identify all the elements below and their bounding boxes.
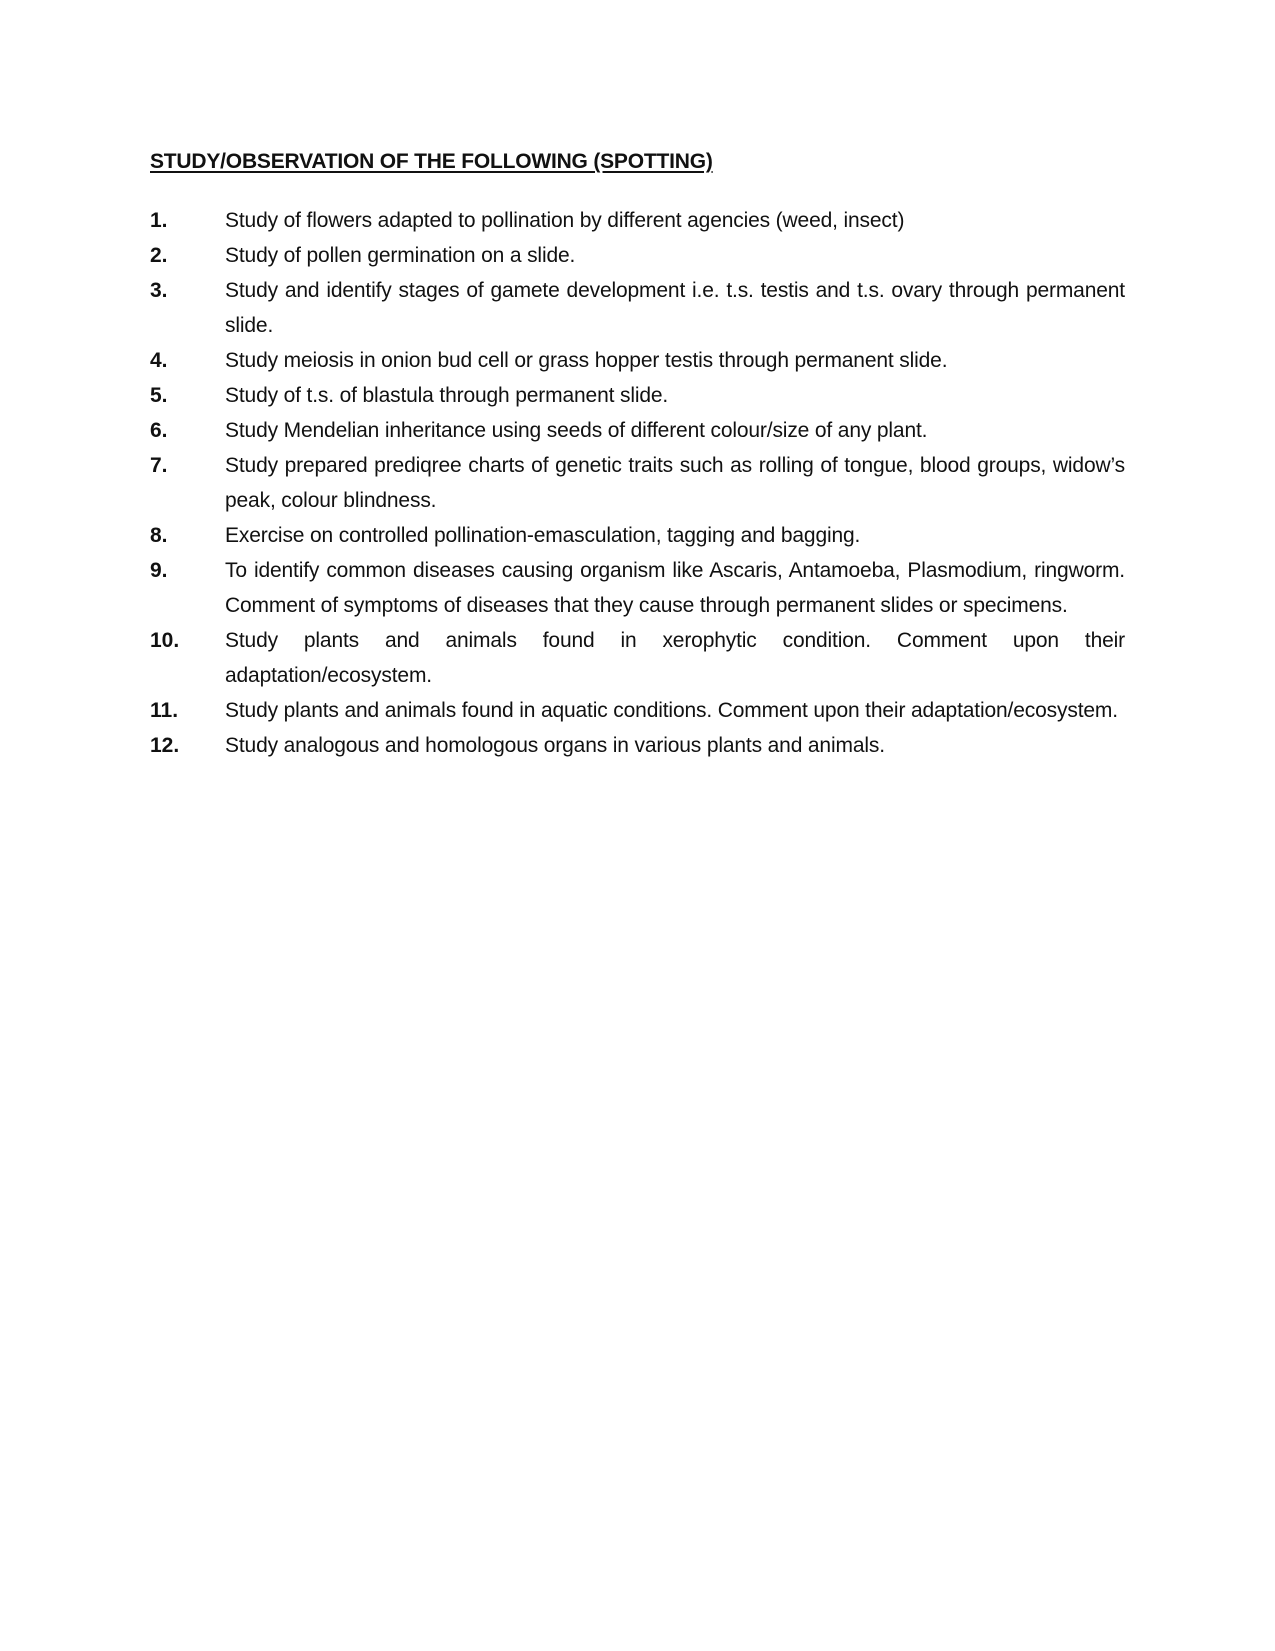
item-number: 4. — [150, 349, 168, 372]
item-text: Study plants and animals found in aquatic conditions. Comment upon their adaptation/ecosystem. — [225, 699, 1118, 722]
item-text: Study of t.s. of blastula through permanent slide. — [225, 384, 669, 407]
list-item — [150, 413, 1125, 448]
list-item — [150, 448, 1125, 518]
item-text: Study prepared prediqree charts of genetic traits such as rolling of tongue, blood groups, widow’s peak, colour blindness. — [225, 454, 1125, 512]
item-number: 3. — [150, 279, 168, 302]
list-item — [150, 343, 1125, 378]
list-item — [150, 238, 1125, 273]
item-text: Study meiosis in onion bud cell or grass hopper testis through permanent slide. — [225, 349, 948, 372]
item-text: Study and identify stages of gamete development i.e. t.s. testis and t.s. ovary through permanent slide. — [225, 279, 1125, 337]
item-text: Study plants and animals found in xerophytic condition. Comment upon their adaptation/ecosystem. — [225, 629, 1125, 687]
item-text: Exercise on controlled pollination-emasculation, tagging and bagging. — [225, 524, 861, 547]
list-item — [150, 693, 1125, 728]
item-number: 11. — [150, 699, 179, 722]
item-number: 2. — [150, 244, 168, 267]
item-number: 5. — [150, 384, 168, 407]
item-text: To identify common diseases causing organism like Ascaris, Antamoeba, Plasmodium, ringworm. Comment of symptoms of diseases that they cause through permanent slides or specimens. — [225, 559, 1125, 617]
list-item — [150, 203, 1125, 238]
item-number: 12. — [150, 734, 180, 757]
item-text: Study of pollen germination on a slide. — [225, 244, 576, 267]
item-number: 9. — [150, 559, 168, 582]
list-item — [150, 273, 1125, 343]
list-item — [150, 553, 1125, 623]
list-item — [150, 728, 1125, 763]
list-item — [150, 518, 1125, 553]
item-number: 8. — [150, 524, 168, 547]
list-item — [150, 623, 1125, 693]
item-number: 6. — [150, 419, 168, 442]
item-number: 1. — [150, 209, 168, 232]
page-heading: STUDY/OBSERVATION OF THE FOLLOWING (SPOTTING) — [150, 150, 713, 173]
experiment-list — [150, 203, 1125, 763]
item-text: Study of flowers adapted to pollination by different agencies (weed, insect) — [225, 209, 905, 232]
item-number: 7. — [150, 454, 168, 477]
item-text: Study Mendelian inheritance using seeds of different colour/size of any plant. — [225, 419, 928, 442]
list-item — [150, 378, 1125, 413]
item-number: 10. — [150, 629, 180, 652]
item-text: Study analogous and homologous organs in various plants and animals. — [225, 734, 885, 757]
